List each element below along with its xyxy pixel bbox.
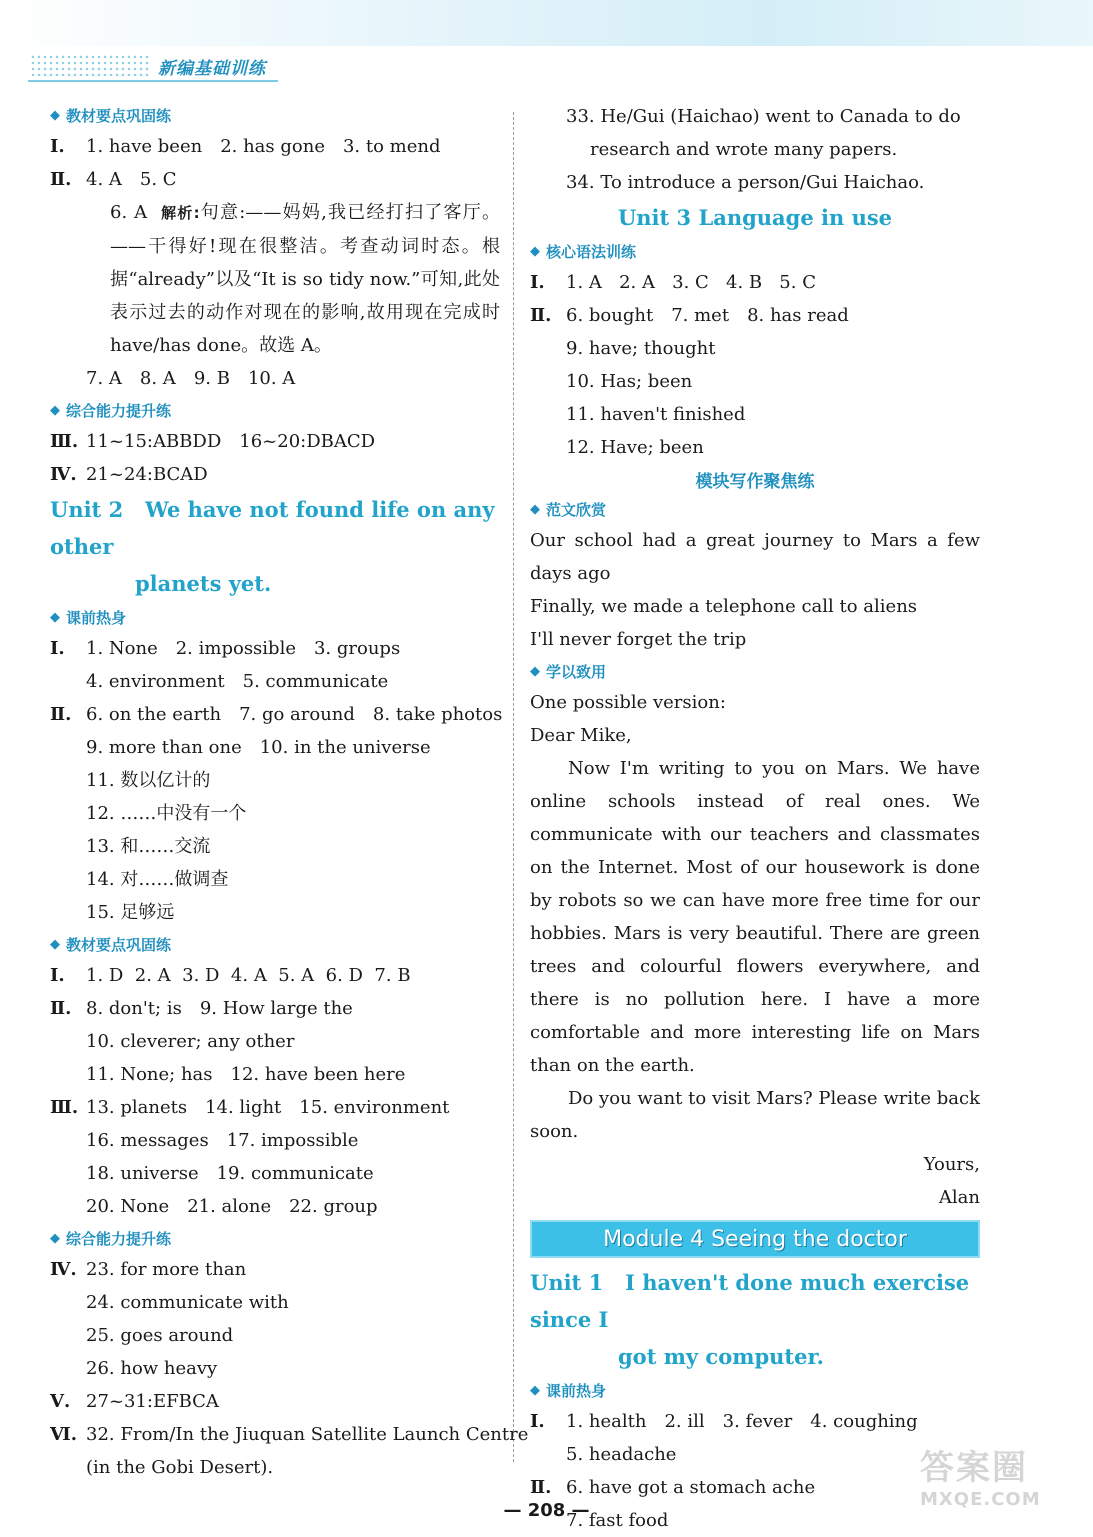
answer-line: 9. more than one 10. in the universe (86, 737, 431, 758)
answer-line: (in the Gobi Desert). (86, 1457, 274, 1478)
module-banner: Module 4 Seeing the doctor (530, 1220, 980, 1258)
section-header: ◆ 综合能力提升练 (50, 401, 172, 420)
answer-line: Ⅰ. 1. None 2. impossible 3. groups (50, 638, 401, 659)
answer-line: research and wrote many papers. (590, 139, 898, 160)
answer-line: 11. None; has 12. have been here (86, 1064, 406, 1085)
explanation: 6. A 解析:句意:——妈妈,我已经打扫了客厅。——干得好!现在很整洁。考查动词时态。根据“already”以及“It is so tidy now.”可知,此处表示过去的动作对现在的影响,故用现在完成时 have/has done。故选 A。 (110, 202, 500, 356)
answer-line: 25. goes around (86, 1325, 234, 1346)
paragraph: Our school had a great journey to Mars a few days ago (530, 530, 980, 584)
unit-title-cont: got my computer. (618, 1344, 824, 1369)
answer-line: 13. 和……交流 (86, 836, 211, 857)
section-header: ◆ 教材要点巩固练 (50, 935, 172, 954)
letter-closing: Yours, (923, 1154, 980, 1175)
answer-line: 18. universe 19. communicate (86, 1163, 374, 1184)
answer-line: 7. fast food (566, 1510, 669, 1531)
unit-title: Unit 1 I haven't done much exercise since I (530, 1270, 970, 1332)
answer-line: Ⅰ. 1. have been 2. has gone 3. to mend (50, 136, 441, 157)
unit-title: Unit 3 Language in use (617, 205, 893, 230)
letter-signature: Alan (938, 1187, 980, 1208)
diamond-icon: ◆ (530, 663, 540, 679)
paragraph: I'll never forget the trip (530, 629, 747, 650)
diamond-icon: ◆ (50, 609, 60, 625)
section-header: ◆ 核心语法训练 (530, 242, 637, 261)
diamond-icon: ◆ (50, 1230, 60, 1246)
left-column (50, 100, 529, 1484)
section-header: ◆ 范文欣赏 (530, 500, 607, 519)
answer-line: 7. A 8. A 9. B 10. A (86, 368, 296, 389)
answer-line: 9. have; thought (566, 338, 716, 359)
answer-line: Ⅱ. 8. don't; is 9. How large the (50, 998, 353, 1019)
brand-title: 新编基础训练 (158, 59, 266, 79)
answer-line: 10. Has; been (566, 371, 693, 392)
diamond-icon: ◆ (530, 1382, 540, 1398)
answer-line: 20. None 21. alone 22. group (86, 1196, 378, 1217)
answer-line: Ⅰ. 1. A 2. A 3. C 4. B 5. C (530, 272, 816, 293)
unit-title-cont: planets yet. (135, 571, 272, 596)
watermark: 答案圈 MXQE.COM (920, 1448, 1041, 1510)
letter-body: Now I'm writing to you on Mars. We have online schools instead of real ones. We communicate with our teachers and classmates on the Internet. Most of our housework is done by robots so we can have more free time for our hobbies. Mars is very beautiful. There are green trees and colourful flowers everywhere, and there is no pollution here. I have a more comfortable and more interesting life on Mars than on the earth. (530, 758, 980, 1076)
section-header: ◆ 课前热身 (530, 1381, 607, 1400)
unit-title: Unit 2 We have not found life on any other (50, 497, 495, 559)
answer-line: Ⅴ. 27~31:EFBCA (50, 1391, 219, 1412)
answer-line: 10. cleverer; any other (86, 1031, 295, 1052)
brand-rule (28, 80, 278, 82)
right-column (530, 100, 980, 1537)
diamond-icon: ◆ (50, 936, 60, 952)
column-divider (513, 112, 514, 1462)
paragraph: Finally, we made a telephone call to aliens (530, 596, 918, 617)
diamond-icon: ◆ (50, 107, 60, 123)
answer-line: 24. communicate with (86, 1292, 289, 1313)
diamond-icon: ◆ (50, 402, 60, 418)
answer-line: 4. environment 5. communicate (86, 671, 389, 692)
answer-line: Ⅰ. 1. D 2. A 3. D 4. A 5. A 6. D 7. B (50, 965, 411, 986)
answer-line: 33. He/Gui (Haichao) went to Canada to do (566, 106, 961, 127)
diamond-icon: ◆ (530, 501, 540, 517)
answer-line: Ⅱ. 4. A 5. C (50, 169, 177, 190)
section-header: ◆ 教材要点巩固练 (50, 106, 172, 125)
answer-line: Ⅱ. 6. have got a stomach ache (530, 1477, 816, 1498)
answer-line: 5. headache (566, 1444, 677, 1465)
answer-line: 14. 对……做调查 (86, 869, 229, 890)
top-band (0, 0, 1093, 46)
answer-line: Ⅵ. 32. From/In the Jiuquan Satellite Launch Centre (50, 1424, 529, 1445)
section-header: ◆ 综合能力提升练 (50, 1229, 172, 1248)
letter-body: Do you want to visit Mars? Please write back soon. (530, 1088, 980, 1142)
answer-line: 26. how heavy (86, 1358, 218, 1379)
answer-line: Ⅳ. 23. for more than (50, 1259, 247, 1280)
section-header: ◆ 学以致用 (530, 662, 607, 681)
answer-line: Ⅳ. 21~24:BCAD (50, 464, 208, 485)
answer-line: Ⅱ. 6. on the earth 7. go around 8. take photos (50, 704, 503, 725)
page-number: — 208 — (503, 1500, 590, 1521)
answer-line: 16. messages 17. impossible (86, 1130, 359, 1151)
answer-line: Ⅱ. 6. bought 7. met 8. has read (530, 305, 849, 326)
section-header: ◆ 课前热身 (50, 608, 127, 627)
answer-line: 34. To introduce a person/Gui Haichao. (566, 172, 925, 193)
answer-line: 12. Have; been (566, 437, 704, 458)
answer-line: 11. 数以亿计的 (86, 770, 211, 791)
writing-title: 模块写作聚焦练 (695, 471, 815, 492)
answer-line: Ⅰ. 1. health 2. ill 3. fever 4. coughing (530, 1411, 918, 1432)
paragraph: One possible version: (530, 692, 726, 713)
paragraph: Dear Mike, (530, 725, 632, 746)
answer-line: Ⅲ. 11~15:ABBDD 16~20:DBACD (50, 431, 376, 452)
answer-line: 11. haven't finished (566, 404, 746, 425)
answer-line: 12. ……中没有一个 (86, 803, 247, 824)
answer-line: Ⅲ. 13. planets 14. light 15. environment (50, 1097, 450, 1118)
brand-dots (30, 54, 150, 76)
answer-line: 15. 足够远 (86, 902, 175, 923)
diamond-icon: ◆ (530, 243, 540, 259)
